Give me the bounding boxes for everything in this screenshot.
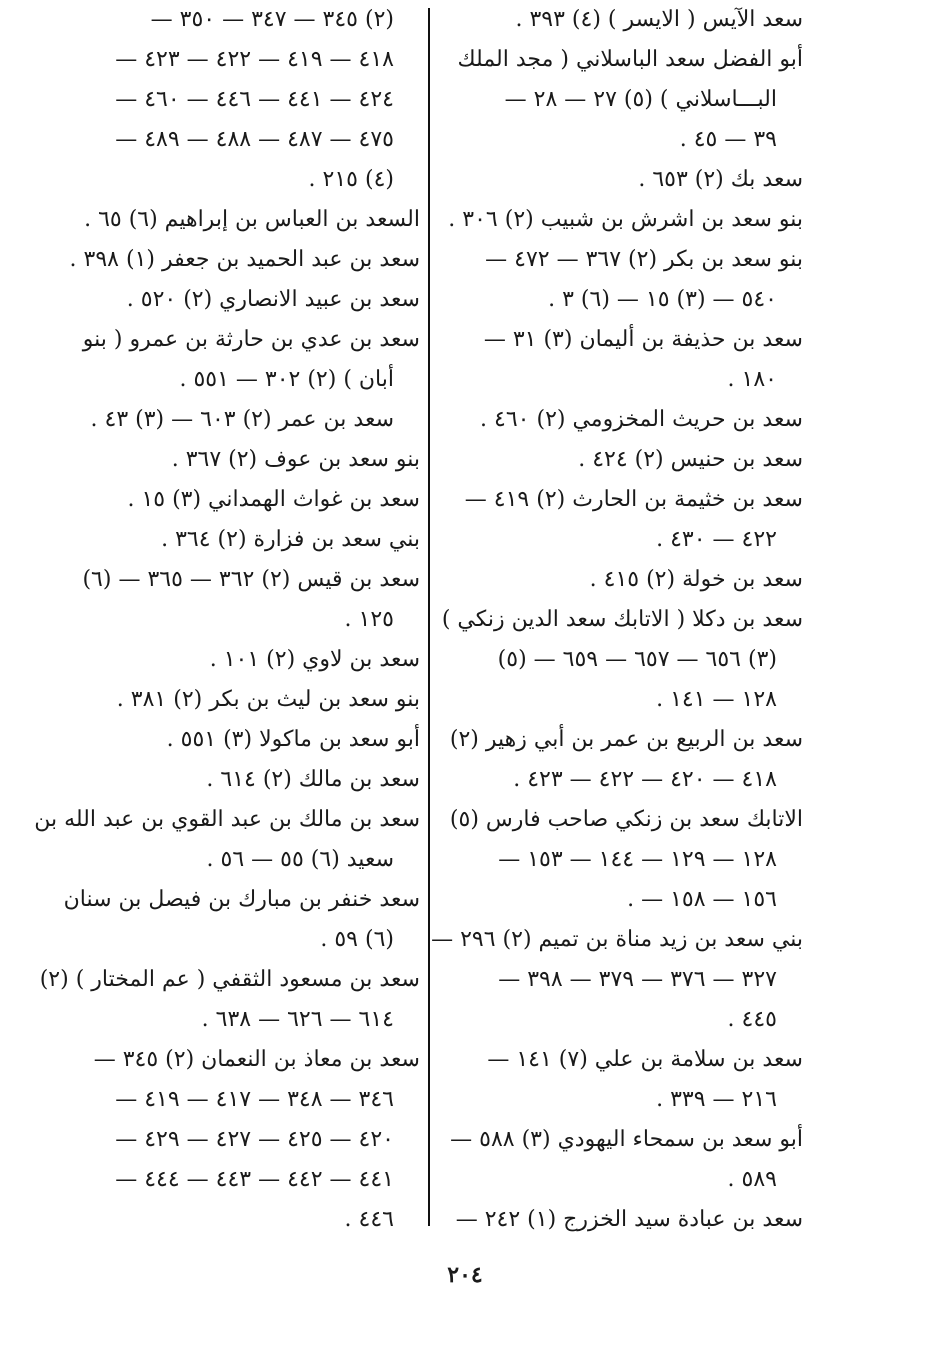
left-index-entry-line: (٤) ٢١٥ .: [308, 167, 394, 192]
left-index-entry-line: سعد بن قيس (٢) ٣٦٢ — ٣٦٥ — (٦): [82, 567, 420, 592]
right-index-entry-line: سعد بن عبادة سيد الخزرج (١) ٢٤٢ —: [455, 1207, 803, 1232]
left-index-entry-line: السعد بن العباس بن إبراهيم (٦) ٦٥ .: [84, 207, 420, 232]
right-index-entry-line: ٤٢٢ — ٤٣٠ .: [656, 527, 777, 552]
right-index-entry-line: ١٢٨ — ١٤١ .: [656, 687, 777, 712]
right-index-entry-line: ٥٤٠ — (٣) ١٥ — (٦) ٣ .: [548, 287, 777, 312]
right-index-entry-line: سعد بن حريث المخزومي (٢) ٤٦٠ .: [480, 407, 803, 432]
left-index-entry-line: ٤٢٤ — ٤٤١ — ٤٤٦ — ٤٦٠ —: [115, 87, 394, 112]
left-index-entry-line: ٤٧٥ — ٤٨٧ — ٤٨٨ — ٤٨٩ —: [115, 127, 394, 152]
right-index-entry-line: البـــاسلاني ) (٥) ٢٧ — ٢٨ —: [504, 87, 777, 112]
right-index-entry-line: سعد بك (٢) ٦٥٣ .: [638, 167, 803, 192]
left-index-entry-line: ١٢٥ .: [344, 607, 394, 632]
right-index-entry-line: (٣) ٦٥٦ — ٦٥٧ — ٦٥٩ — (٥): [497, 647, 777, 672]
left-index-entry-line: بنو سعد بن عوف (٢) ٣٦٧ .: [171, 447, 420, 472]
left-index-entry-line: ٤٢٠ — ٤٢٥ — ٤٢٧ — ٤٢٩ —: [115, 1127, 394, 1152]
right-index-entry-line: ٣٩ — ٤٥ .: [679, 127, 777, 152]
right-index-entry-line: بنو سعد بن اشرش بن شبيب (٢) ٣٠٦ .: [448, 207, 803, 232]
left-index-entry-line: ٤٤٦ .: [344, 1207, 394, 1232]
right-index-entry-line: ٤١٨ — ٤٢٠ — ٤٢٢ — ٤٢٣ .: [513, 767, 777, 792]
right-index-entry-line: سعد بن حنيس (٢) ٤٢٤ .: [578, 447, 803, 472]
left-index-entry-line: سعد بن لاوي (٢) ١٠١ .: [209, 647, 420, 672]
right-index-entry-line: ١٨٠ .: [727, 367, 777, 392]
right-index-column: [431, 0, 803, 1240]
left-index-entry-line: سعد بن مالك بن عبد القوي بن عبد الله بن: [34, 807, 420, 832]
right-index-entry-line: بنو سعد بن بكر (٢) ٣٦٧ — ٤٧٢ —: [485, 247, 803, 272]
left-index-entry-line: سعد بن عبيد الانصاري (٢) ٥٢٠ .: [126, 287, 420, 312]
left-index-entry-line: سعد بن عمر (٢) ٦٠٣ — (٣) ٤٣ .: [90, 407, 394, 432]
right-index-entry-line: الاتابك سعد بن زنكي صاحب فارس (٥): [449, 807, 803, 832]
right-index-entry-line: سعد بن سلامة بن علي (٧) ١٤١ —: [487, 1047, 803, 1072]
left-index-entry-line: سعد بن غواث الهمداني (٣) ١٥ .: [127, 487, 420, 512]
column-divider: [428, 8, 430, 1226]
left-index-entry-line: سعد بن مالك (٢) ٦١٤ .: [206, 767, 420, 792]
right-index-entry-line: سعد بن الربيع بن عمر بن أبي زهير (٢): [449, 727, 803, 752]
right-index-entry-line: سعد بن حذيفة بن أليمان (٣) ٣١ —: [483, 327, 803, 352]
left-index-entry-line: أبان ) (٢) ٣٠٢ — ٥٥١ .: [179, 367, 394, 392]
right-index-entry-line: ٢١٦ — ٣٣٩ .: [656, 1087, 777, 1112]
right-index-entry-line: ١٢٨ — ١٢٩ — ١٤٤ — ١٥٣ —: [498, 847, 777, 872]
left-index-entry-line: بنو سعد بن ليث بن بكر (٢) ٣٨١ .: [116, 687, 420, 712]
right-index-entry-line: سعد بن دكلا ( الاتابك سعد الدين زنكي ): [441, 607, 803, 632]
page-number: ٢٠٤: [447, 1262, 483, 1288]
right-index-entry-line: بني سعد بن زيد مناة بن تميم (٢) ٢٩٦ —: [431, 927, 803, 952]
right-index-entry-line: ٣٢٧ — ٣٧٦ — ٣٧٩ — ٣٩٨ —: [498, 967, 777, 992]
left-index-column: [34, 0, 420, 1240]
right-index-entry-line: ١٥٦ — ١٥٨ — .: [627, 887, 777, 912]
left-index-entry-line: سعيد (٦) ٥٥ — ٥٦ .: [206, 847, 394, 872]
right-index-entry-line: سعد بن خولة (٢) ٤١٥ .: [589, 567, 803, 592]
right-index-entry-line: سعد الآيس ( الايسر ) (٤) ٣٩٣ .: [515, 7, 803, 32]
left-index-entry-line: سعد بن معاذ بن النعمان (٢) ٣٤٥ —: [93, 1047, 420, 1072]
left-index-entry-line: أبو سعد بن ماكولا (٣) ٥٥١ .: [166, 727, 420, 752]
left-index-entry-line: (٦) ٥٩ .: [320, 927, 394, 952]
left-index-entry-line: سعد خنفر بن مبارك بن فيصل بن سنان: [63, 887, 420, 912]
left-index-entry-line: (٢) ٣٤٥ — ٣٤٧ — ٣٥٠ —: [150, 7, 394, 32]
right-index-entry-line: سعد بن خثيمة بن الحارث (٢) ٤١٩ —: [464, 487, 803, 512]
left-index-entry-line: بني سعد بن فزارة (٢) ٣٦٤ .: [161, 527, 420, 552]
left-index-entry-line: سعد بن مسعود الثقفي ( عم المختار ) (٢): [39, 967, 420, 992]
left-index-entry-line: ٤٤١ — ٤٤٢ — ٤٤٣ — ٤٤٤ —: [115, 1167, 394, 1192]
left-index-entry-line: سعد بن عبد الحميد بن جعفر (١) ٣٩٨ .: [69, 247, 420, 272]
right-index-entry-line: ٤٤٥ .: [727, 1007, 777, 1032]
left-index-entry-line: ٤١٨ — ٤١٩ — ٤٢٢ — ٤٢٣ —: [115, 47, 394, 72]
left-index-entry-line: ٣٤٦ — ٣٤٨ — ٤١٧ — ٤١٩ —: [115, 1087, 394, 1112]
left-index-entry-line: ٦١٤ — ٦٢٦ — ٦٣٨ .: [201, 1007, 394, 1032]
left-index-entry-line: سعد بن عدي بن حارثة بن عمرو ( بنو: [82, 327, 420, 352]
right-index-entry-line: أبو الفضل سعد الباسلاني ( مجد الملك: [457, 47, 803, 72]
right-index-entry-line: ٥٨٩ .: [727, 1167, 777, 1192]
right-index-entry-line: أبو سعد بن سمحاء اليهودي (٣) ٥٨٨ —: [450, 1127, 803, 1152]
